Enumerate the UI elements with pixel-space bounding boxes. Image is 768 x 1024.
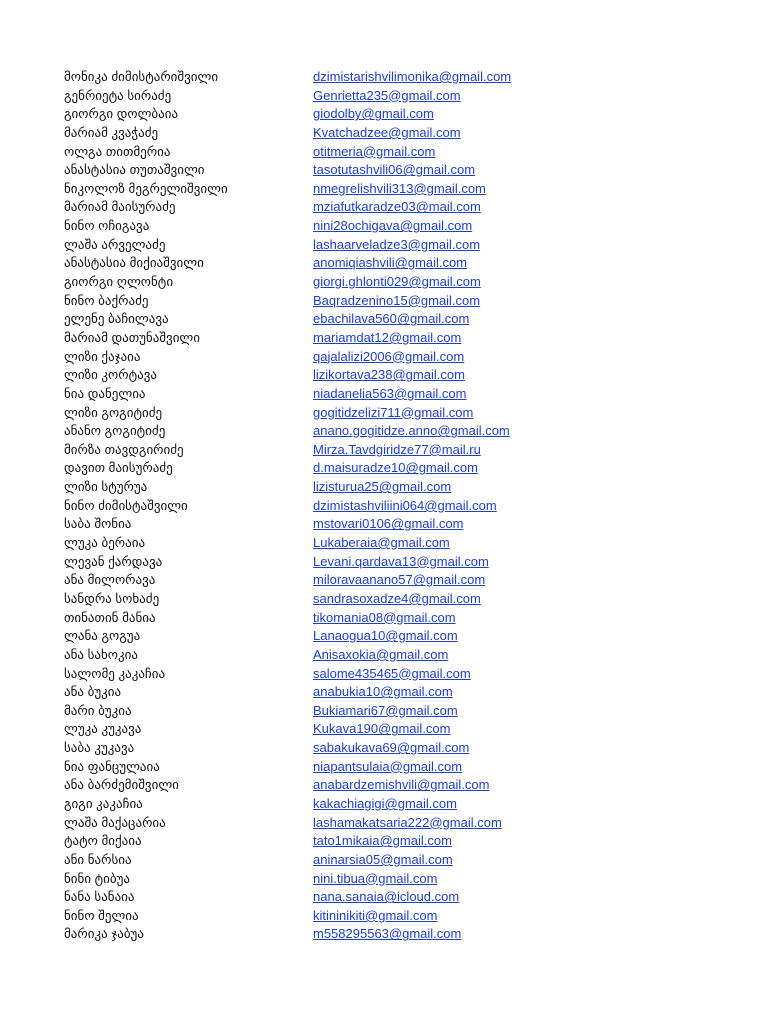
contact-email-link[interactable]: Anisaxokia@gmail.com xyxy=(313,646,449,662)
contact-name: მარიამ დათუნაშვილი xyxy=(64,329,200,345)
contact-name: გიორგი ღლონტი xyxy=(64,274,174,290)
contact-name: ანი ნარსია xyxy=(64,851,132,867)
contact-name: ლაშა არველაძე xyxy=(64,236,166,252)
contact-email-link[interactable]: miloravaanano57@gmail.com xyxy=(313,572,486,588)
contact-email-link[interactable]: tasotutashvili06@gmail.com xyxy=(313,162,476,178)
contact-email-link[interactable]: dzimistashviliini064@gmail.com xyxy=(313,497,497,513)
contact-email-link[interactable]: aninarsia05@gmail.com xyxy=(313,851,453,867)
contact-email-link[interactable]: nini28ochigava@gmail.com xyxy=(313,218,473,234)
contact-name: მარიამ მაისურაძე xyxy=(64,199,176,215)
contact-row xyxy=(64,180,524,199)
contact-row xyxy=(64,217,524,236)
contact-row xyxy=(64,422,524,441)
contact-row xyxy=(64,720,524,739)
contact-name: ანა სახოკია xyxy=(64,646,138,662)
contact-email-link[interactable]: lizikortava238@gmail.com xyxy=(313,367,465,383)
contact-row xyxy=(64,907,524,926)
contact-row xyxy=(64,87,524,106)
contact-row xyxy=(64,646,524,665)
contact-name: გიორგი დოლბაია xyxy=(64,106,179,122)
contact-row xyxy=(64,590,524,609)
contact-email-link[interactable]: d.maisuradze10@gmail.com xyxy=(313,460,478,476)
contact-row xyxy=(64,404,524,423)
contact-name: ნია ფანცულაია xyxy=(64,758,160,774)
contact-email-link[interactable]: lizisturua25@gmail.com xyxy=(313,479,452,495)
contact-email-link[interactable]: tikomania08@gmail.com xyxy=(313,609,456,625)
contact-name: ანა მილორავა xyxy=(64,572,156,588)
contact-email-link[interactable]: anomiqiashvili@gmail.com xyxy=(313,255,468,271)
contact-email-link[interactable]: Genrietta235@gmail.com xyxy=(313,87,461,103)
contact-row xyxy=(64,161,524,180)
contact-row xyxy=(64,776,524,795)
contact-row xyxy=(64,870,524,889)
contact-name: ლიზი კორტავა xyxy=(64,367,157,383)
contact-name: ელენე ბაჩილავა xyxy=(64,311,169,327)
contact-email-link[interactable]: kakachiagigi@gmail.com xyxy=(313,795,457,811)
contact-email-link[interactable]: Kvatchadzee@gmail.com xyxy=(313,124,461,140)
contact-email-link[interactable]: Bukiamari67@gmail.com xyxy=(313,702,458,718)
contact-row xyxy=(64,366,524,385)
contact-name: ანასტასია თუთაშვილი xyxy=(64,162,205,178)
contact-email-link[interactable]: otitmeria@gmail.com xyxy=(313,143,436,159)
contact-name: ნიკოლოზ მეგრელიშვილი xyxy=(64,180,228,196)
contact-row xyxy=(64,534,524,553)
contact-name: საბა შონია xyxy=(64,516,132,532)
contact-email-link[interactable]: Baqradzenino15@gmail.com xyxy=(313,292,481,308)
contact-name: საბა კუკავა xyxy=(64,740,135,756)
contact-name: მარი ბუკია xyxy=(64,702,132,718)
contact-name: ლუკა ბერაია xyxy=(64,535,146,551)
contact-name: ლიზი ქაჯაია xyxy=(64,348,141,364)
contact-email-link[interactable]: niadanelia563@gmail.com xyxy=(313,385,467,401)
contact-row xyxy=(64,68,524,87)
contact-email-link[interactable]: mstovari0106@gmail.com xyxy=(313,516,464,532)
contact-row xyxy=(64,702,524,721)
contact-name: თინათინ მანია xyxy=(64,609,156,625)
contact-name: ნინო შელია xyxy=(64,907,139,923)
contact-email-link[interactable]: sandrasoxadze4@gmail.com xyxy=(313,590,481,606)
contact-email-link[interactable]: giorgi.ghlonti029@gmail.com xyxy=(313,274,481,290)
contact-row xyxy=(64,124,524,143)
contact-name: ანა ბუკია xyxy=(64,684,122,700)
contact-name: ლაშა მაქაცარია xyxy=(64,814,166,830)
contact-name: მონიკა ძიმისტარიშვილი xyxy=(64,69,219,84)
contact-email-link[interactable]: Levani.qardava13@gmail.com xyxy=(313,553,489,569)
contact-name: გიგი კაკაჩია xyxy=(64,795,143,811)
contact-email-link[interactable]: dzimistarishvilimonika@gmail.com xyxy=(313,69,512,84)
contact-row xyxy=(64,758,524,777)
contact-email-link[interactable]: nini.tibua@gmail.com xyxy=(313,870,438,886)
contact-row xyxy=(64,497,524,516)
contact-row xyxy=(64,478,524,497)
contact-name: ნანა სანაია xyxy=(64,889,135,905)
contact-email-link[interactable]: nmegrelishvili313@gmail.com xyxy=(313,180,486,196)
contact-row xyxy=(64,832,524,851)
contact-name: ნინი ტიბუა xyxy=(64,870,131,886)
contact-row xyxy=(64,739,524,758)
contact-row xyxy=(64,254,524,273)
contact-name: სალომე კაკაჩია xyxy=(64,665,166,681)
contact-row xyxy=(64,814,524,833)
contact-row xyxy=(64,925,524,944)
contact-name: სანდრა სოხაძე xyxy=(64,590,160,606)
contact-email-link[interactable]: mariamdat12@gmail.com xyxy=(313,329,462,345)
contact-name: ნია დანელია xyxy=(64,385,146,401)
contact-email-link[interactable]: niapantsulaia@gmail.com xyxy=(313,758,463,774)
contact-row xyxy=(64,329,524,348)
contact-name: ნინო ოჩიგავა xyxy=(64,218,150,234)
contact-email-link[interactable]: Lukaberaia@gmail.com xyxy=(313,535,450,551)
contact-email-link[interactable]: Kukava190@gmail.com xyxy=(313,721,451,737)
contact-row xyxy=(64,795,524,814)
contact-name: ლუკა კუკავა xyxy=(64,721,142,737)
contact-row xyxy=(64,609,524,628)
contact-name: ლიზი გოგიტიძე xyxy=(64,404,163,420)
contact-name: ლიზი სტურუა xyxy=(64,479,148,495)
contact-email-link[interactable]: qajalalizi2006@gmail.com xyxy=(313,348,465,364)
contact-name: ლევან ქარდავა xyxy=(64,553,163,569)
contact-name: ნინო ძიმისტაშვილი xyxy=(64,497,188,513)
contact-name: ნინო ბაქრაძე xyxy=(64,292,149,308)
contact-name: ოლგა თითმერია xyxy=(64,143,171,159)
contact-row xyxy=(64,385,524,404)
contact-email-link[interactable]: tato1mikaia@gmail.com xyxy=(313,833,452,849)
contact-row xyxy=(64,348,524,367)
contact-email-link[interactable]: ebachilava560@gmail.com xyxy=(313,311,470,327)
contact-name: მარიკა ჯაბუა xyxy=(64,926,144,942)
contact-email-link[interactable]: lashaarveladze3@gmail.com xyxy=(313,236,481,252)
contact-row xyxy=(64,105,524,124)
contact-name: ანანო გოგიტიძე xyxy=(64,423,166,439)
contact-email-link[interactable]: anabardzemishvili@gmail.com xyxy=(313,777,490,793)
contact-name: ლანა გოგუა xyxy=(64,628,141,644)
contact-row xyxy=(64,292,524,311)
contact-email-link[interactable]: Mirza.Tavdgiridze77@mail.ru xyxy=(313,441,481,457)
contact-row xyxy=(64,143,524,162)
contact-name: დავით მაისურაძე xyxy=(64,460,173,476)
contact-row xyxy=(64,851,524,870)
contact-row xyxy=(64,888,524,907)
contact-name: ანასტასია მიქიაშვილი xyxy=(64,255,204,271)
contact-row xyxy=(64,310,524,329)
contact-email-link[interactable]: giodolby@gmail.com xyxy=(313,106,434,122)
contact-email-link[interactable]: anabukia10@gmail.com xyxy=(313,684,453,700)
contact-row xyxy=(64,665,524,684)
contact-row xyxy=(64,515,524,534)
contact-email-link[interactable]: gogitidzelizi711@gmail.com xyxy=(313,404,474,420)
contact-name: ანა ბარძემიშვილი xyxy=(64,777,179,793)
contact-email-link[interactable]: mziafutkaradze03@mail.com xyxy=(313,199,481,215)
contact-row xyxy=(64,459,524,478)
contact-email-link[interactable]: kitininikiti@gmail.com xyxy=(313,907,438,923)
contact-email-link[interactable]: m558295563@gmail.com xyxy=(313,926,462,942)
contact-row xyxy=(64,273,524,292)
contact-list xyxy=(64,68,524,944)
contact-name: მირზა თავდგირიძე xyxy=(64,441,184,457)
contact-row xyxy=(64,441,524,460)
contact-name: ტატო მიქაია xyxy=(64,833,142,849)
contact-email-link[interactable]: nana.sanaia@icloud.com xyxy=(313,889,460,905)
contact-row xyxy=(64,571,524,590)
contact-row xyxy=(64,627,524,646)
contact-email-link[interactable]: salome435465@gmail.com xyxy=(313,665,471,681)
contact-email-link[interactable]: lashamakatsaria222@gmail.com xyxy=(313,814,502,830)
contact-name: გენრიეტა სირაძე xyxy=(64,87,172,103)
contact-email-link[interactable]: anano.gogitidze.anno@gmail.com xyxy=(313,423,510,439)
contact-name: მარიამ კვაჭაძე xyxy=(64,124,159,140)
contact-row xyxy=(64,198,524,217)
contact-email-link[interactable]: sabakukava69@gmail.com xyxy=(313,740,470,756)
contact-row xyxy=(64,236,524,255)
contact-row xyxy=(64,683,524,702)
contact-row xyxy=(64,553,524,572)
contact-email-link[interactable]: Lanaogua10@gmail.com xyxy=(313,628,458,644)
